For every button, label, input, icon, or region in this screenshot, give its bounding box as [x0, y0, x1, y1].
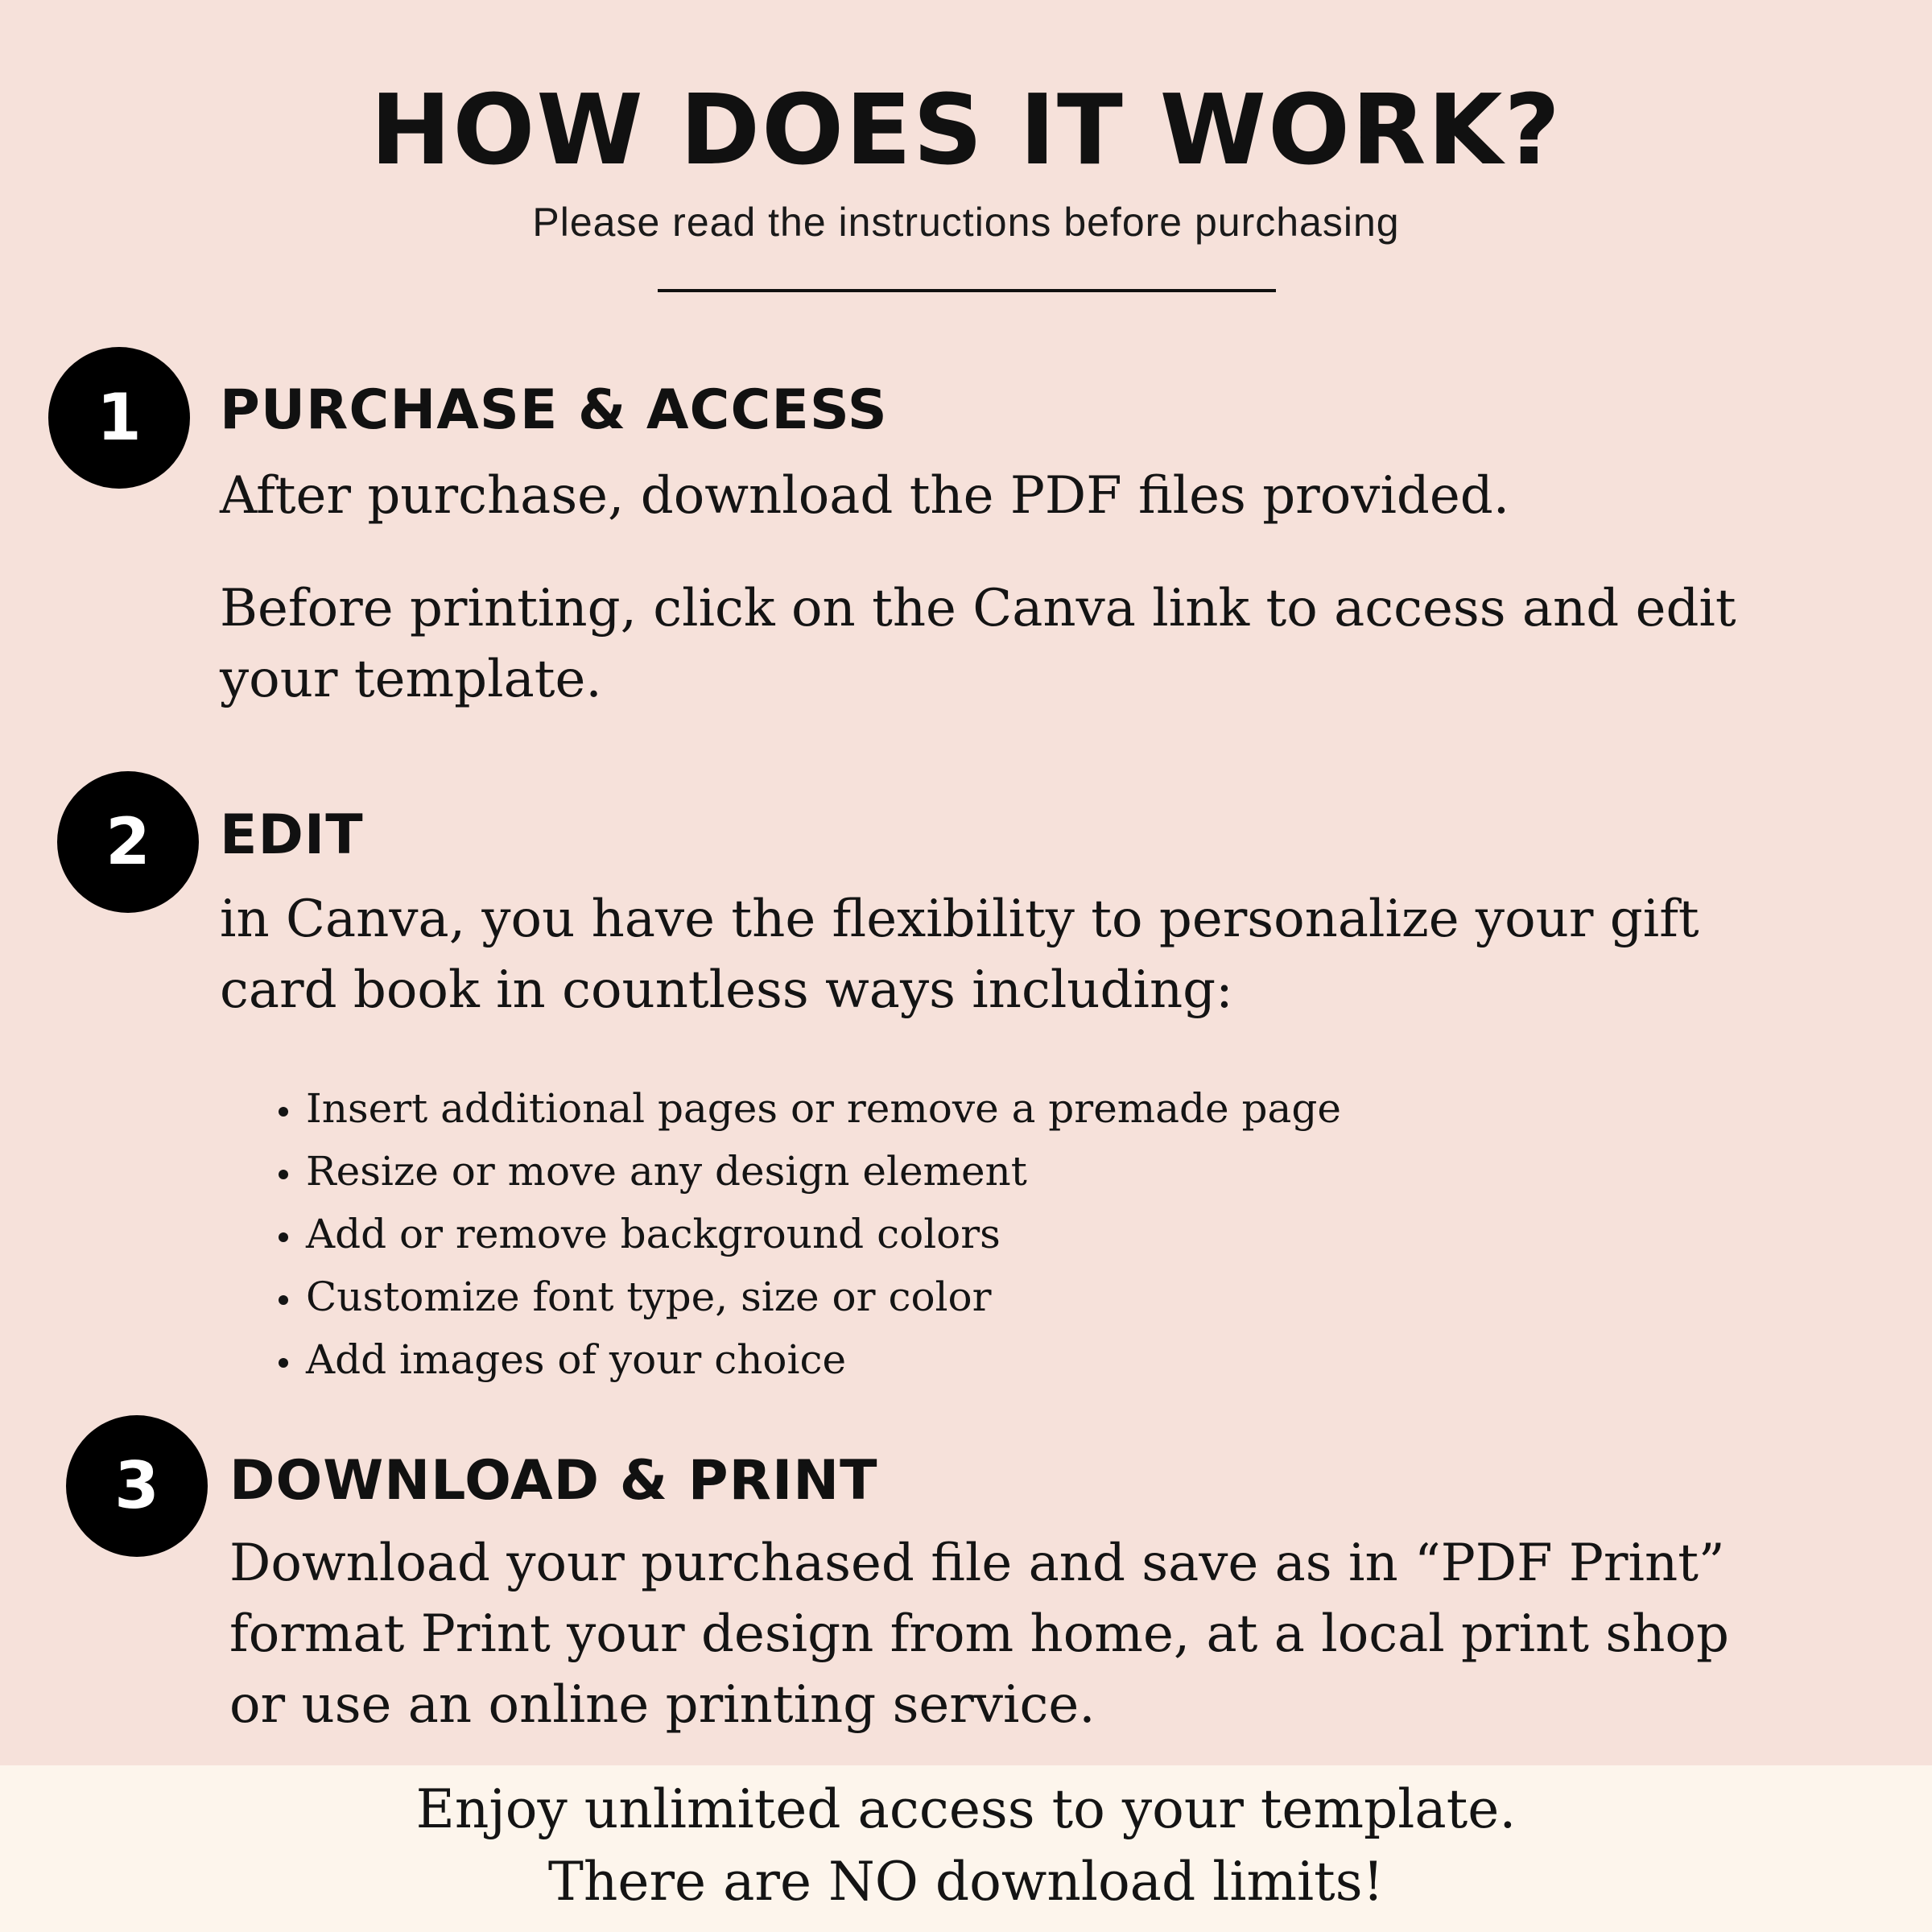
step-3-heading: DOWNLOAD & PRINT — [229, 1449, 878, 1513]
edit-options-list — [266, 1077, 1341, 1391]
page-subtitle: Please read the instructions before purchasing — [532, 200, 1400, 245]
step-1-paragraph-2: Before printing, click on the Canva link to access and edit your template. — [220, 579, 1736, 709]
step-1-heading: PURCHASE & ACCESS — [220, 378, 888, 442]
step-1-number-badge: 1 — [48, 347, 190, 489]
step-2-heading: EDIT — [220, 803, 364, 867]
list-item: Add images of your choice — [266, 1328, 1341, 1391]
step-1-paragraph-1: After purchase, download the PDF files provided. — [220, 466, 1510, 526]
list-item: Insert additional pages or remove a premade page — [266, 1077, 1341, 1140]
list-item: Resize or move any design element — [266, 1140, 1341, 1203]
page-title: HOW DOES IT WORK? — [369, 75, 1563, 187]
step-2-paragraph: in Canva, you have the flexibility to personalize your gift card book in countless ways including: — [220, 890, 1699, 1020]
step-3-number-badge: 3 — [66, 1415, 208, 1557]
title-divider — [658, 289, 1276, 292]
footer-line-2: There are NO download limits! — [547, 1851, 1385, 1913]
step-3-paragraph: Download your purchased file and save as in “PDF Print” format Print your design from home, at a local print shop or use an online printing service. — [229, 1534, 1729, 1735]
list-item: Customize font type, size or color — [266, 1265, 1341, 1328]
list-item: Add or remove background colors — [266, 1203, 1341, 1265]
footer-line-1: Enjoy unlimited access to your template. — [415, 1778, 1517, 1840]
step-2-number-badge: 2 — [57, 771, 199, 913]
footer-banner — [0, 1765, 1932, 1932]
